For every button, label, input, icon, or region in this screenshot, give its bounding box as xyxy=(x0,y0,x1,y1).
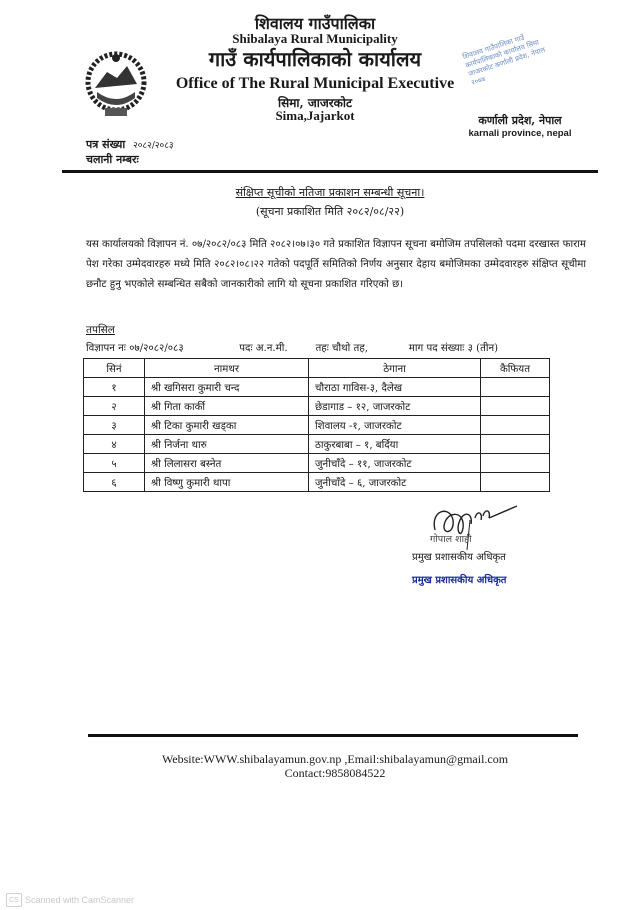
cell-address: शिवालय -१, जाजरकोट xyxy=(309,416,481,435)
cell-address: चौराठा गाविस-३, दैलेख xyxy=(309,378,481,397)
footer-contact: Contact:9858084522 xyxy=(284,766,386,780)
cell-sn: ३ xyxy=(84,416,145,435)
table-row xyxy=(84,397,550,416)
cell-sn: ६ xyxy=(84,473,145,492)
notice-body: यस कार्यालयको विज्ञापन नं. ०७/२०८२/०८३ मिति २०८२।०७।३० गते प्रकाशित विज्ञापन सूचना बमोजिम तपसिलको पदमा दरखास्त फाराम पेश गरेका उम्मेदवारहरु मध्ये मिति २०८२।०८।२२ गतेको पदपूर्ति समितिको निर्णय अनुसार देहाय बमोजिमका उम्मेदवारहरु संक्षिप्त सूचीमा छनौट हुनु भएकोले सम्बन्धित सबैको जानकारीको लागि यो सूचना प्रकाशित गरिएको छ। xyxy=(86,239,586,290)
notice-subject: संक्षिप्त सूचीको नतिजा प्रकाशन सम्बन्धी सूचना। xyxy=(235,186,425,199)
province-np: कर्णाली प्रदेश, नेपाल xyxy=(478,114,562,127)
cell-sn: ५ xyxy=(84,454,145,473)
letter-number-value: २०८२/२०८३ xyxy=(133,141,174,151)
office-stamp xyxy=(461,33,560,118)
header-address: ठेगाना xyxy=(309,359,481,378)
details-heading: तपसिल xyxy=(86,324,115,336)
cell-remarks xyxy=(481,454,550,473)
signatory-stamp: प्रमुख प्रशासकीय अधिकृत xyxy=(412,575,507,586)
province-en: karnali province, nepal xyxy=(468,128,572,139)
shortlist-table xyxy=(83,358,550,492)
cell-remarks xyxy=(481,397,550,416)
cell-name: श्री टिका कुमारी खड्का xyxy=(145,416,309,435)
cell-name: श्री निर्जना थारु xyxy=(145,435,309,454)
footer-divider xyxy=(88,734,578,737)
letter-number-label: पत्र संख्या xyxy=(86,138,126,151)
table-header-row xyxy=(84,359,550,378)
cell-address: छेडागाड – १२, जाजरकोट xyxy=(309,397,481,416)
cell-sn: ४ xyxy=(84,435,145,454)
table-row xyxy=(84,378,550,397)
cell-name: श्री गिता कार्की xyxy=(145,397,309,416)
camscanner-icon: CS xyxy=(6,893,22,907)
cell-remarks xyxy=(481,435,550,454)
header-remarks: कैफियत xyxy=(481,359,550,378)
post-level: तहः चौथो तह, xyxy=(315,343,368,354)
office-name-np: गाउँ कार्यपालिकाको कार्यालय xyxy=(208,47,422,71)
header-sn: सिनं xyxy=(84,359,145,378)
demand-count: माग पद संख्याः ३ (तीन) xyxy=(408,343,499,354)
cell-remarks xyxy=(481,378,550,397)
cell-sn: १ xyxy=(84,378,145,397)
header-divider xyxy=(62,170,598,173)
cell-name: श्री खगिसरा कुमारी चन्द xyxy=(145,378,309,397)
advert-number: विज्ञापन नः ०७/२०८२/०८३ xyxy=(86,343,184,354)
footer-website-email: Website:WWW.shibalayamun.gov.np ,Email:shibalayamun@gmail.com xyxy=(161,752,509,766)
signatory-title: प्रमुख प्रशासकीय अधिकृत xyxy=(412,552,506,563)
location-en: Sima,Jajarkot xyxy=(275,108,355,123)
camscanner-watermark xyxy=(6,893,134,907)
location-np: सिमा, जाजरकोट xyxy=(277,96,353,110)
office-stamp-text: शिवालय गाउँपालिका गाउँ कार्यपालिकाको कार्यालय सिमा जाजरकोट कर्णाली प्रदेश, नेपाल २०७४ xyxy=(461,33,547,87)
cell-address: जुनीचाँदे – ६, जाजरकोट xyxy=(309,473,481,492)
cell-name: श्री लिलासरा बस्नेत xyxy=(145,454,309,473)
camscanner-text: Scanned with CamScanner xyxy=(25,895,135,905)
municipality-name-np: शिवालय गाउँपालिका xyxy=(254,14,376,33)
dispatch-number-label: चलानी नम्बरः xyxy=(86,153,139,166)
cell-address: जुनीचाँदे – ११, जाजरकोट xyxy=(309,454,481,473)
municipality-name-en: Shibalaya Rural Municipality xyxy=(232,31,398,46)
cell-sn: २ xyxy=(84,397,145,416)
cell-remarks xyxy=(481,416,550,435)
cell-remarks xyxy=(481,473,550,492)
office-name-en: Office of The Rural Municipal Executive xyxy=(175,75,455,92)
table-row xyxy=(84,435,550,454)
signatory-name: गोपाल शाही xyxy=(430,534,472,545)
letter-number xyxy=(86,137,174,152)
header-name: नामथर xyxy=(145,359,309,378)
table-row xyxy=(84,416,550,435)
cell-name: श्री विष्णु कुमारी थापा xyxy=(145,473,309,492)
cell-address: ठाकुरबाबा – १, बर्दिया xyxy=(309,435,481,454)
vacancy-details xyxy=(86,340,498,354)
table-row xyxy=(84,473,550,492)
post-name: पदः अ.न.मी. xyxy=(239,343,288,354)
table-row xyxy=(84,454,550,473)
notice-published-date: (सूचना प्रकाशित मिति २०८२/०८/२२) xyxy=(255,205,405,218)
